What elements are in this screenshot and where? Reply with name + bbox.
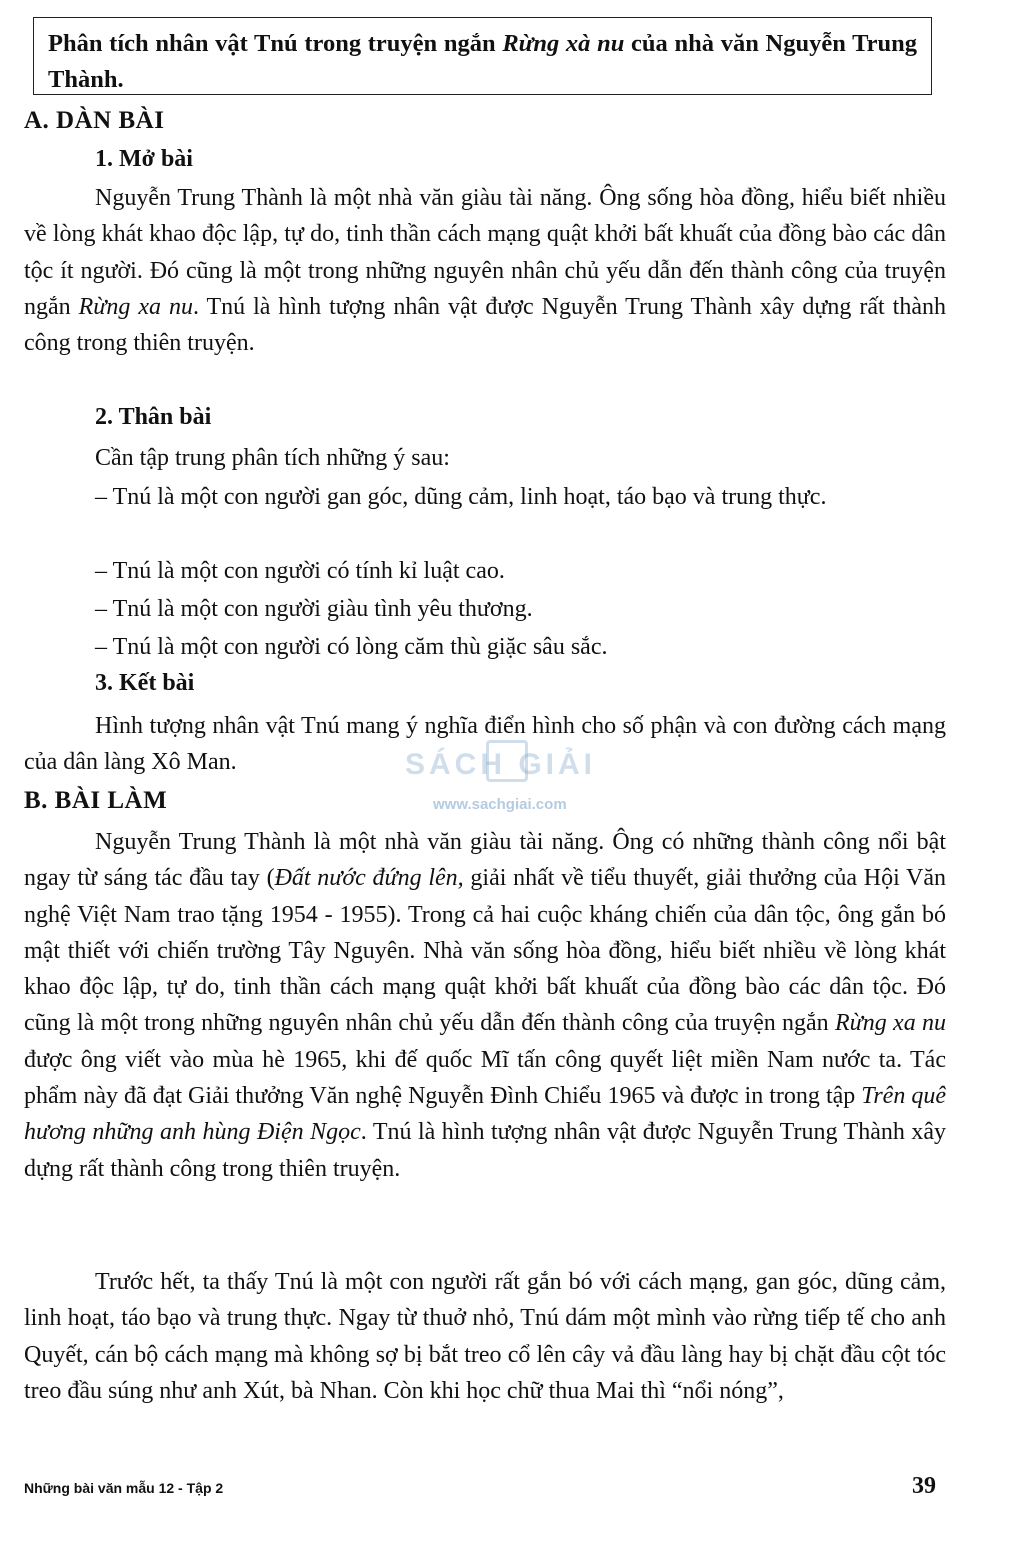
ket-bai-paragraph: Hình tượng nhân vật Tnú mang ý nghĩa điển hình cho số phận và con đường cách mạng của dân làng Xô Man. <box>24 713 946 776</box>
footer-book-title: Những bài văn mẫu 12 - Tập 2 <box>24 1480 224 1496</box>
section-b-paragraph-1: Nguyễn Trung Thành là một nhà văn giàu tài năng. Ông có những thành công nổi bật ngay từ sáng tác đầu tay (Đất nước đứng lên, giải nhất về tiểu thuyết, giải thưởng của Hội Văn nghệ Việt Nam trao tặng 1954 - 1955). Trong cả hai cuộc kháng chiến của dân tộc, ông gắn bó mật thiết với chiến trường Tây Nguyên. Nhà văn sống hòa đồng, hiểu biết nhiều về lòng khát khao độc lập, tự do, tinh thần cách mạng quật khởi bất khuất của đồng bào các dân tộc. Đó cũng là một trong những nguyên nhân chủ yếu dẫn đến thành công của truyện ngắn Rừng xa nu được ông viết vào mùa hè 1965, khi đế quốc Mĩ tấn công quyết liệt miền Nam nước ta. Tác phẩm này đã đạt Giải thưởng Văn nghệ Nguyễn Đình Chiểu 1965 và được in trong tập Trên quê hương những anh hùng Điện Ngọc. Tnú là hình tượng nhân vật được Nguyễn Trung Thành xây dựng rất thành công trong thiên truyện. <box>24 829 947 1182</box>
mo-bai-paragraph: Nguyễn Trung Thành là một nhà văn giàu tài năng. Ông sống hòa đồng, hiểu biết nhiều về lòng khát khao độc lập, tự do, tinh thần cách mạng quật khởi bất khuất của đồng bào các dân tộc ít người. Đó cũng là một trong những nguyên nhân chủ yếu dẫn đến thành công của truyện ngắn Rừng xa nu. Tnú là hình tượng nhân vật được Nguyễn Trung Thành xây dựng rất thành công trong thiên truyện. <box>24 185 946 357</box>
page-number: 39 <box>912 1473 936 1499</box>
than-bai-heading: 2. Thân bài <box>95 404 212 430</box>
mo-bai-heading: 1. Mở bài <box>95 146 193 172</box>
watermark-url: www.sachgiai.com <box>433 796 567 813</box>
watermark-logo <box>395 736 625 820</box>
than-bai-point-1: – Tnú là một con người gan góc, dũng cảm, linh hoạt, táo bạo và trung thực. <box>95 484 827 510</box>
section-a-heading: A. DÀN BÀI <box>24 107 165 134</box>
than-bai-intro: Cần tập trung phân tích những ý sau: <box>95 445 450 471</box>
than-bai-point-4: – Tnú là một con người có lòng căm thù giặc sâu sắc. <box>95 634 608 660</box>
than-bai-point-3: – Tnú là một con người giàu tình yêu thương. <box>95 596 533 622</box>
watermark-brand: SÁCH GIẢI <box>405 748 597 781</box>
than-bai-point-2: – Tnú là một con người có tính kỉ luật cao. <box>95 558 505 584</box>
section-b-heading: B. BÀI LÀM <box>24 787 168 814</box>
assignment-prompt-work-title: Rừng xà nu <box>502 30 625 57</box>
ket-bai-heading: 3. Kết bài <box>95 670 195 696</box>
section-b-paragraph-2: Trước hết, ta thấy Tnú là một con người rất gắn bó với cách mạng, gan góc, dũng cảm, linh hoạt, táo bạo và trung thực. Ngay từ thuở nhỏ, Tnú dám một mình vào rừng tiếp tế cho anh Quyết, cán bộ cách mạng mà không sợ bị bắt treo cổ lên cây vả đầu làng hay bị chặt đầu cột tóc treo đầu súng như anh Xút, bà Nhan. Còn khi học chữ thua Mai thì “nổi nóng”, <box>24 1269 946 1404</box>
assignment-prompt-part1: Phân tích nhân vật Tnú trong truyện ngắn <box>48 30 503 57</box>
assignment-prompt-part2: của nhà văn Nguyễn Trung Thành. <box>48 30 917 93</box>
assignment-prompt-box <box>33 17 932 95</box>
